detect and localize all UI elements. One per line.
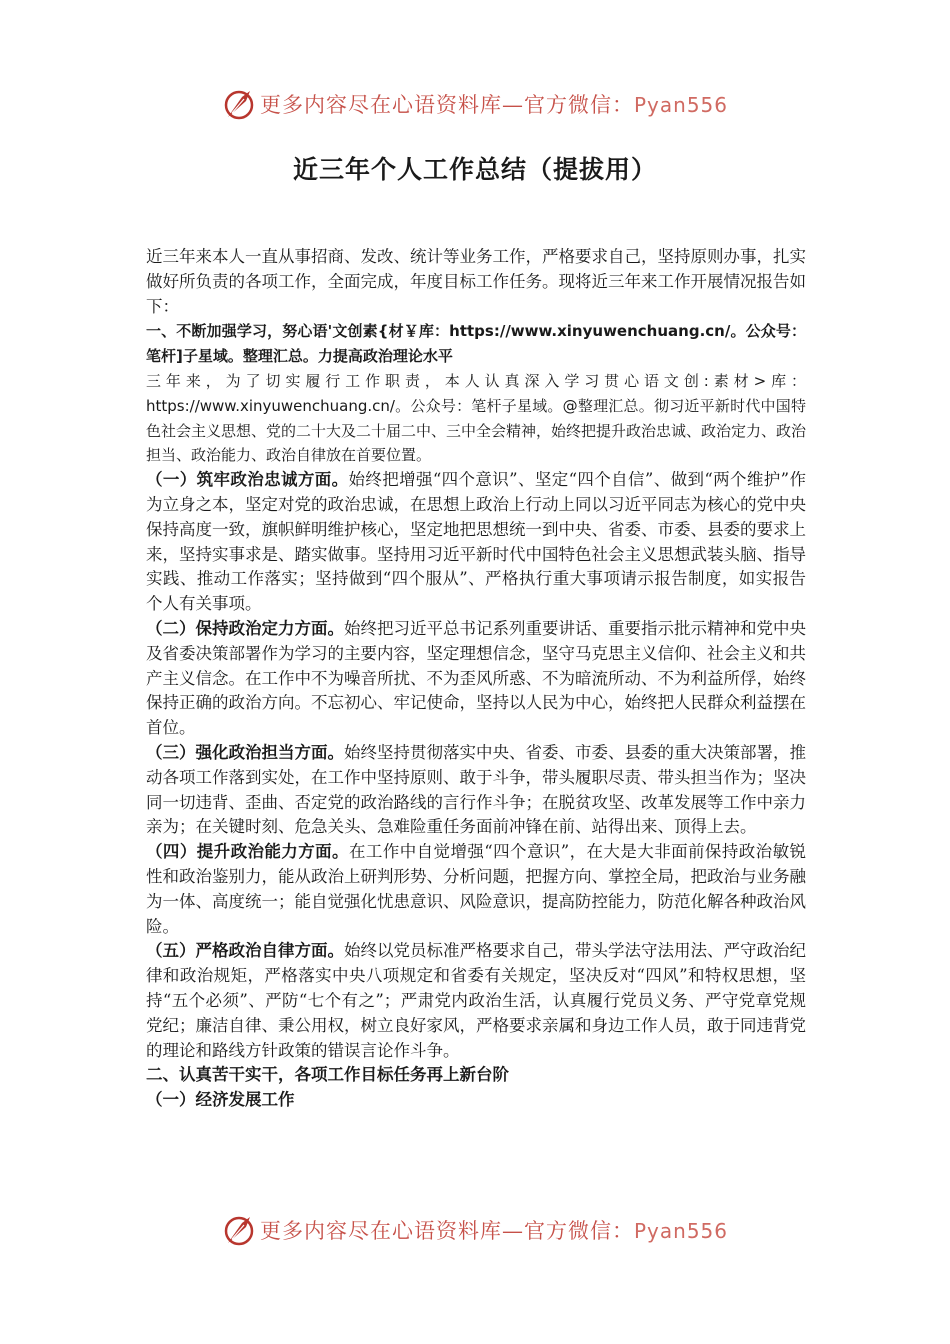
item-paragraph-4 (146, 840, 806, 939)
item-paragraph-1 (146, 468, 806, 617)
item-heading-5: （五）严格政治自律方面。 (146, 941, 344, 961)
section2-heading: 二、认真苦干实干，各项工作目标任务再上新台阶 (146, 1065, 509, 1085)
document-body (146, 245, 806, 1113)
section2-subheading: （一）经济发展工作 (146, 1090, 295, 1110)
section1-heading: 一、不断加强学习，努心语'文创素{材￥库：https://www.xinyuwenchuang.cn/。公众号：笔杆]子星域。整理汇总。力提高政治理论水平 (146, 322, 806, 366)
banner-text: 更多内容尽在心语资料库—官方微信：Pyan556 (259, 1219, 728, 1243)
item-text-1: 始终把增强“四个意识”、坚定“四个自信”、做到“两个维护”作为立身之本，坚定对党的政治忠诚，在思想上政治上行动上同以习近平同志为核心的党中央保持高度一致，旗帜鲜明维护核心，坚定地把思想统一到中央、省委、市委、县委的要求上来，坚持实事求是、踏实做事。坚持用习近平新时代中国特色社会主义思想武装头脑、指导实践、推动工作落实；坚持做到“四个服从”、严格执行重大事项请示报告制度，如实报告个人有关事项。 (146, 470, 806, 614)
page-title: 近三年个人工作总结（提拔用） (292, 155, 657, 184)
item-paragraph-3 (146, 741, 806, 840)
header-banner (0, 84, 950, 124)
item-heading-1: （一）筑牢政治忠诚方面。 (146, 470, 349, 490)
item-heading-4: （四）提升政治能力方面。 (146, 842, 349, 862)
item-paragraph-5 (146, 939, 806, 1063)
item-paragraph-2 (146, 617, 806, 741)
item-heading-3: （三）强化政治担当方面。 (146, 742, 344, 762)
quill-logo-icon (222, 1213, 256, 1247)
item-text-5: 始终以党员标准严格要求自己，带头学法守法用法、严守政治纪律和政治规矩，严格落实中央八项规定和省委有关规定，坚决反对“四风”和特权思想，坚持“五个必须”、严防“七个有之”；严肃党内政治生活，认真履行党员义务、严守党章党规党纪；廉洁自律、秉公用权，树立良好家风，严格要求亲属和身边工作人员，敢于同违背党的理论和路线方针政策的错误言论作斗争。 (146, 941, 806, 1060)
intro-paragraph: 近三年来本人一直从事招商、发改、统计等业务工作，严格要求自己，坚持原则办事，扎实做好所负责的各项工作，全面完成，年度目标工作任务。现将近三年来工作开展情况报告如下： (146, 247, 806, 316)
banner-text: 更多内容尽在心语资料库—官方微信：Pyan556 (259, 93, 728, 117)
quill-logo-icon (222, 87, 256, 121)
item-text-2: 始终把习近平总书记系列重要讲话、重要指示批示精神和党中央及省委决策部署作为学习的主要内容，坚定理想信念，坚守马克思主义信仰、社会主义和共产主义信念。在工作中不为噪音所扰、不为歪风所惑、不为暗流所动、不为利益所俘，始终保持正确的政治方向。不忘初心、牢记使命，坚持以人民为中心，始终把人民群众利益摆在首位。 (146, 618, 806, 738)
item-text-4: 在工作中自觉增强“四个意识”，在大是大非面前保持政治敏锐性和政治鉴别力，能从政治上研判形势、分析问题，把握方向、掌控全局，把政治与业务融为一体、高度统一；能自觉强化忧患意识、风险意识，提高防控能力，防范化解各种政治风险。 (146, 842, 807, 936)
section1-body: 三年来，为了切实履行工作职责，本人认真深入学习贯心语文创:素材>库：https://www.xinyuwenchuang.cn/。公众号：笔杆子星域。@整理汇总。彻习近平新时代中国特色社会主义思想、党的二十大及二十届二中、三中全会精神，始终把提升政治忠诚、政治定力、政治担当、政治能力、政治自律放在首要位置。 (146, 371, 807, 465)
item-heading-2: （二）保持政治定力方面。 (146, 618, 344, 638)
banner-wechat-id: Pyan556 (633, 1219, 728, 1243)
item-text-3: 始终坚持贯彻落实中央、省委、市委、县委的重大决策部署，推动各项工作落到实处，在工作中坚持原则、敢于斗争，带头履职尽责、带头担当作为；坚决同一切违背、歪曲、否定党的政治路线的言行作斗争；在脱贫攻坚、改革发展等工作中亲力亲为；在关键时刻、危急关头、急难险重任务面前冲锋在前、站得出来、顶得上去。 (146, 742, 806, 837)
banner-wechat-id: Pyan556 (633, 93, 728, 117)
footer-banner (0, 1210, 950, 1250)
